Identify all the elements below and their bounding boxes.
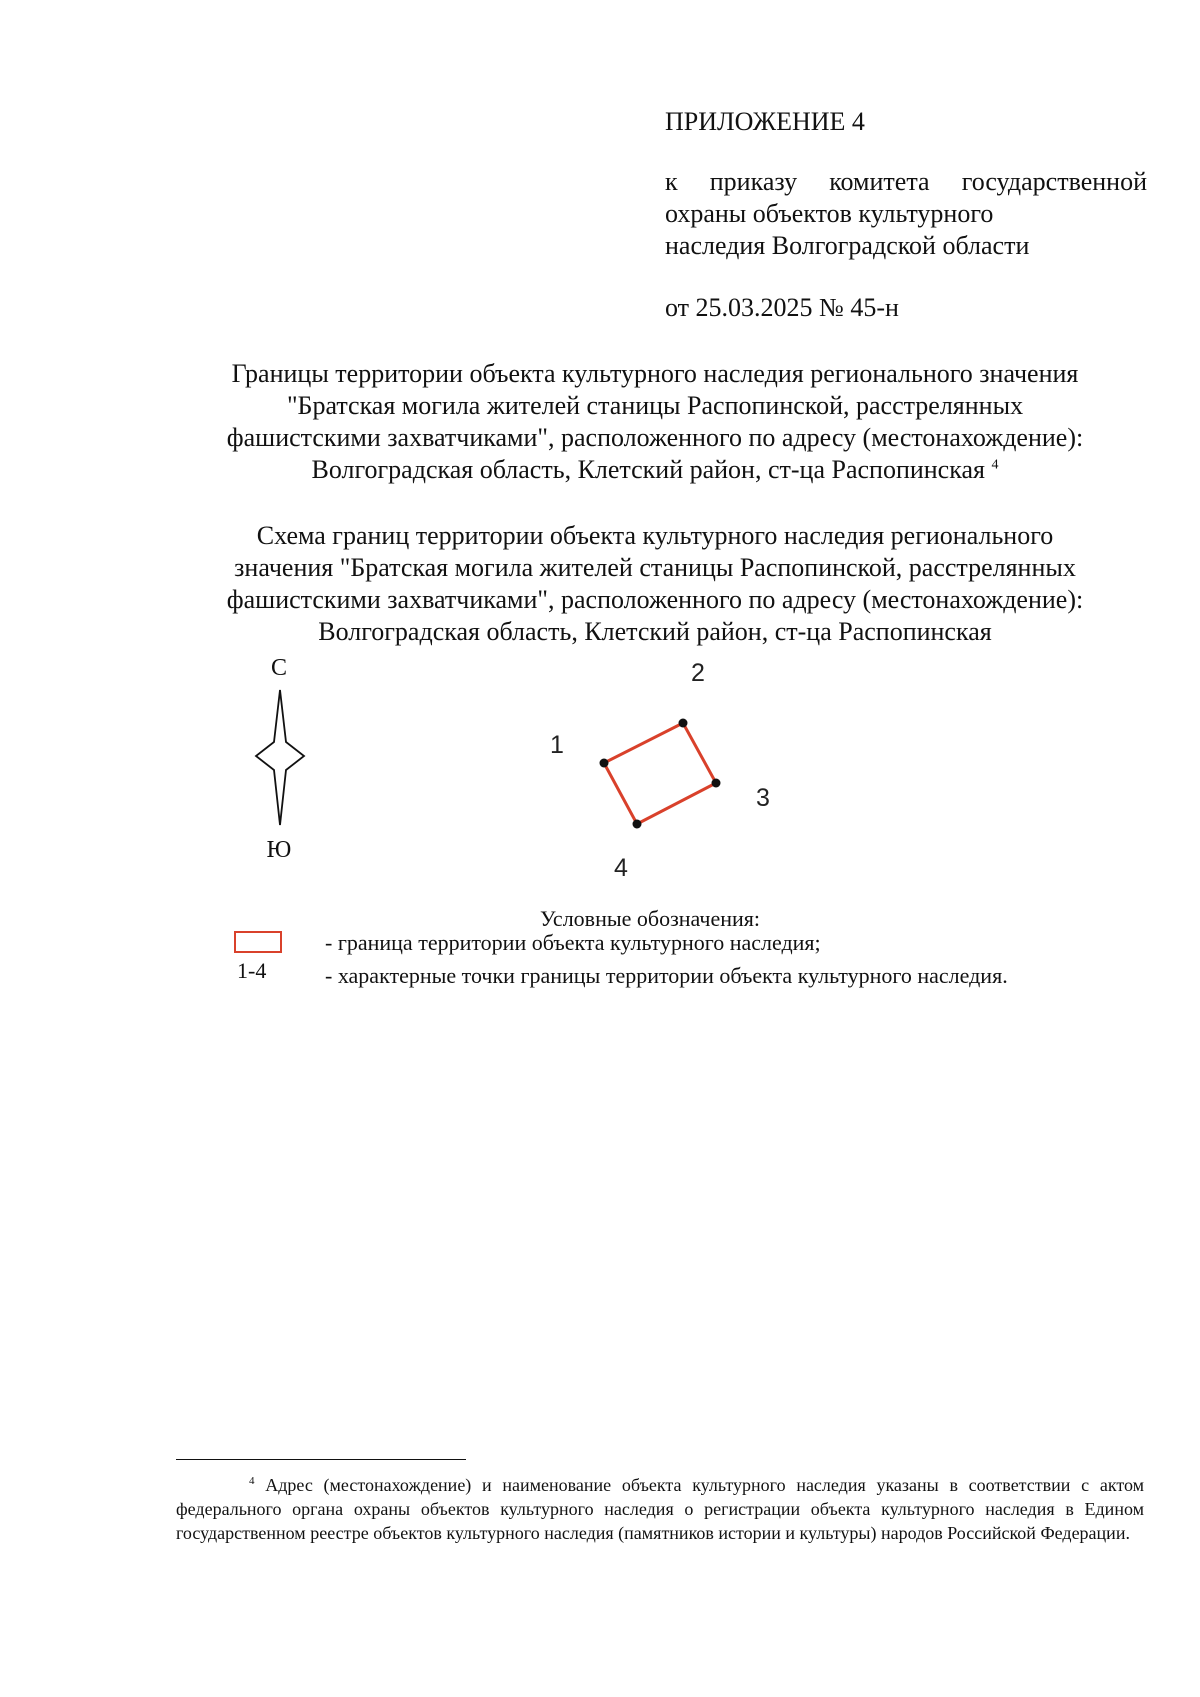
point-label-4: 4	[614, 854, 628, 882]
order-date: от 25.03.2025 № 45-н	[665, 293, 899, 322]
boundary-point-4	[633, 820, 642, 829]
legend-item-boundary: - граница территории объекта культурного наследия;	[325, 930, 821, 955]
legend-boundary-swatch	[234, 931, 282, 953]
scheme-heading	[140, 520, 1170, 648]
scheme-line-3: фашистскими захватчиками", расположенного по адресу (местонахождение):	[226, 585, 1084, 614]
footnote	[176, 1473, 1144, 1545]
order-line-2: охраны объектов культурного	[665, 199, 994, 228]
legend-item-points: - характерные точки границы территории объекта культурного наследия.	[325, 963, 1008, 988]
title-line-4	[140, 454, 1170, 486]
scheme-line-1: Схема границ территории объекта культурного наследия регионального	[256, 521, 1054, 550]
boundary-point-3	[712, 779, 721, 788]
footnote-divider	[176, 1459, 466, 1460]
point-label-1: 1	[550, 731, 564, 759]
scheme-line-4: Волгоградская область, Клетский район, ст-ца Распопинская	[318, 617, 992, 646]
order-reference	[665, 166, 1147, 262]
order-line-3: наследия Волгоградской области	[665, 231, 1030, 260]
boundary-point-2	[679, 719, 688, 728]
footnote-reference: 4	[991, 457, 999, 473]
point-label-3: 3	[756, 784, 770, 812]
legend-points-symbol: 1-4	[237, 958, 267, 983]
point-label-2: 2	[691, 659, 705, 687]
title-line-1: Границы территории объекта культурного наследия регионального значения	[231, 359, 1079, 388]
order-line-1: к приказу комитета государственной	[665, 167, 1147, 196]
compass-star-icon	[256, 690, 304, 825]
footnote-text: Адрес (местонахождение) и наименование объекта культурного наследия указаны в соответствии с актом федерального органа охраны объектов культурного наследия о регистрации объекта культурного наследия в Едином государственном реестре объектов культурного наследия (памятников истории и культуры) народов Российской Федерации.	[176, 1475, 1144, 1543]
appendix-title: ПРИЛОЖЕНИЕ 4	[665, 107, 865, 136]
scheme-line-2: значения "Братская могила жителей станицы Распопинской, расстрелянных	[234, 553, 1076, 582]
boundary-polygon	[604, 723, 716, 824]
title-line-4-text: Волгоградская область, Клетский район, ст-ца Распопинская	[311, 455, 985, 484]
boundary-point-1	[600, 759, 609, 768]
title-line-2: "Братская могила жителей станицы Распопинской, расстрелянных	[286, 391, 1024, 420]
compass-rose	[256, 655, 304, 863]
compass-south-label: Ю	[266, 837, 292, 863]
footnote-mark: 4	[249, 1475, 255, 1487]
compass-north-label: С	[270, 655, 288, 681]
title-line-3: фашистскими захватчиками", расположенного по адресу (местонахождение):	[226, 423, 1084, 452]
legend-title: Условные обозначения:	[540, 906, 761, 931]
document-title	[140, 358, 1170, 486]
